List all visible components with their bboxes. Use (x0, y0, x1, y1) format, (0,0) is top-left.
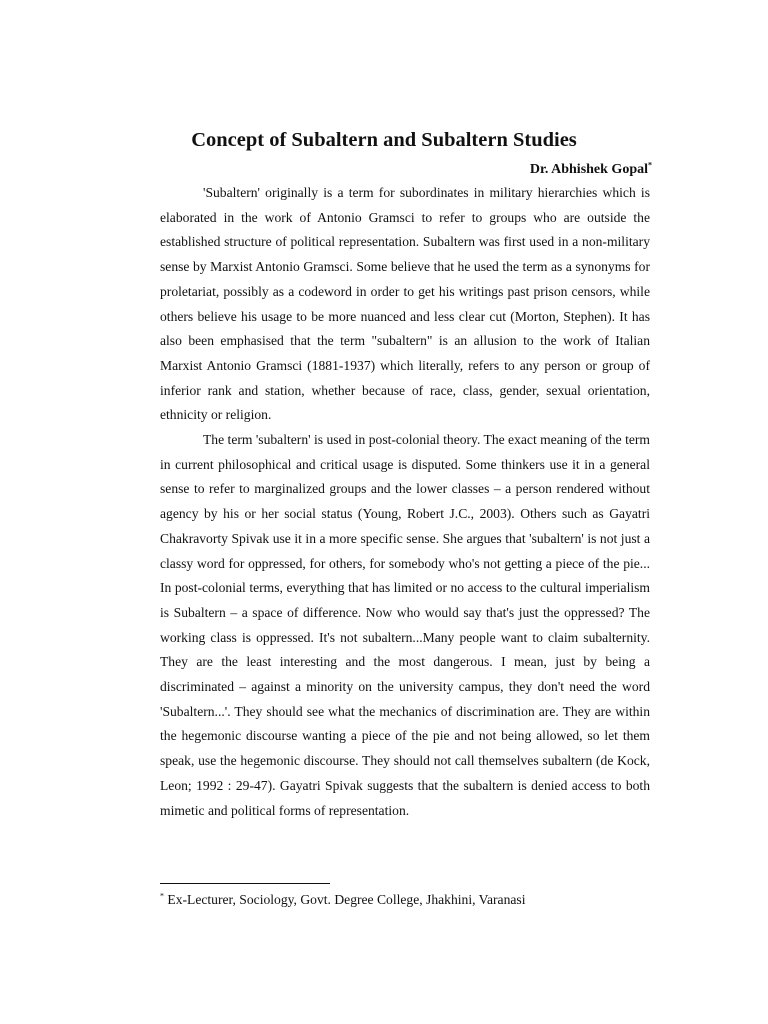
document-title: Concept of Subaltern and Subaltern Studies (191, 129, 577, 151)
author-line (530, 160, 652, 180)
footnote-text: Ex-Lecturer, Sociology, Govt. Degree College, Jhakhini, Varanasi (164, 892, 526, 907)
author-footnote-marker: * (648, 160, 652, 170)
footnote (160, 890, 525, 910)
body-text (160, 181, 650, 823)
paragraph: The term 'subaltern' is used in post-colonial theory. The exact meaning of the term in current philosophical and critical usage is disputed. Some thinkers use it in a general sense to refer to marginalized groups and the lower classes – a person rendered without agency by his or her social status (Young, Robert J.C., 2003). Others such as Gayatri Chakravorty Spivak use it in a more specific sense. She argues that 'subaltern' is not just a classy word for oppressed, for others, for somebody who's not getting a piece of the pie... In post-colonial terms, everything that has limited or no access to the cultural imperialism is Subaltern – a space of difference. Now who would say that's just the oppressed? The working class is oppressed. It's not subaltern...Many people want to claim subalternity. They are the least interesting and the most dangerous. I mean, just by being a discriminated – against a minority on the university campus, they don't need the word 'Subaltern...'. They should see what the mechanics of discrimination are. They are within the hegemonic discourse wanting a piece of the pie and not being allowed, so let them speak, use the hegemonic discourse. They should not call themselves subaltern (de Kock, Leon; 1992 : 29-47). Gayatri Spivak suggests that the subaltern is denied access to both mimetic and political forms of representation. (160, 432, 650, 818)
footnote-divider (160, 883, 330, 884)
author-name: Dr. Abhishek Gopal (529, 162, 648, 177)
paragraph: 'Subaltern' originally is a term for subordinates in military hierarchies which is elaborated in the work of Antonio Gramsci to refer to groups who are outside the established structure of political representation. Subaltern was first used in a non-military sense by Marxist Antonio Gramsci. Some believe that he used the term as a synonyms for proletariat, possibly as a codeword in order to get his writings past prison censors, while others believe his usage to be more nuanced and less clear cut (Morton, Stephen). It has also been emphasised that the term "subaltern" is an allusion to the work of Italian Marxist Antonio Gramsci (1881-1937) which literally, refers to any person or group of inferior rank and station, whether because of race, class, gender, sexual orientation, ethnicity or religion. (160, 185, 650, 423)
footnote-marker: * (160, 891, 164, 901)
